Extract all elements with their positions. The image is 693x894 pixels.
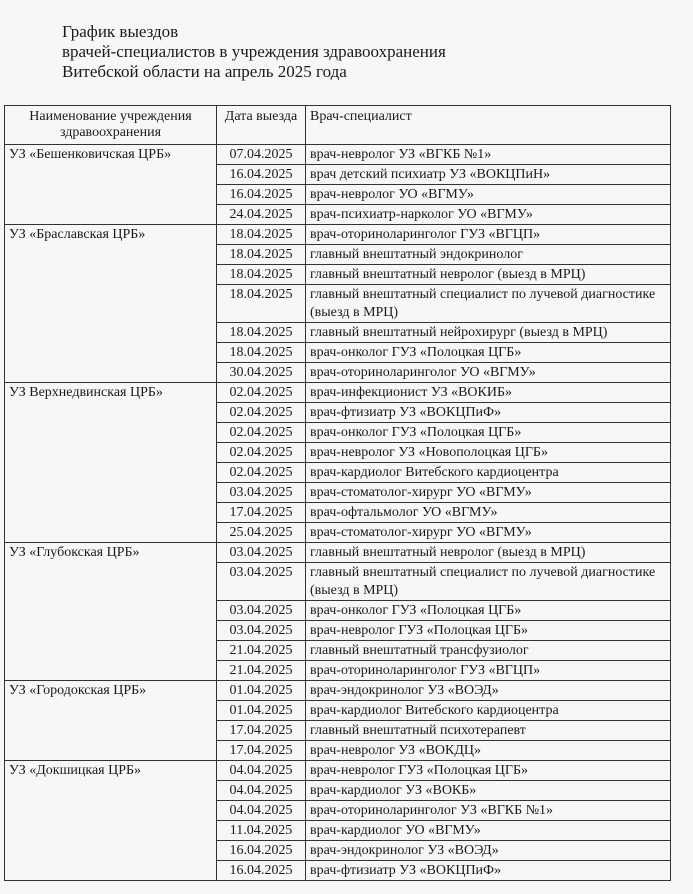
specialist-cell: врач-оториноларинголог ГУЗ «ВГЦП» xyxy=(306,661,671,681)
specialist-cell: главный внештатный специалист по лучевой диагностике (выезд в МРЦ) xyxy=(306,563,671,601)
date-cell: 01.04.2025 xyxy=(217,681,306,701)
table-row xyxy=(5,145,671,165)
date-cell: 02.04.2025 xyxy=(217,383,306,403)
date-cell: 25.04.2025 xyxy=(217,523,306,543)
date-cell: 04.04.2025 xyxy=(217,781,306,801)
institution-cell: УЗ «Городокская ЦРБ» xyxy=(5,681,217,761)
date-cell: 16.04.2025 xyxy=(217,165,306,185)
specialist-cell: врач-офтальмолог УО «ВГМУ» xyxy=(306,503,671,523)
specialist-cell: врач-стоматолог-хирург УО «ВГМУ» xyxy=(306,483,671,503)
specialist-cell: врач-кардиолог УО «ВГМУ» xyxy=(306,821,671,841)
header-institution: Наименование учреждения здравоохранения xyxy=(5,106,217,145)
specialist-cell: главный внештатный невролог (выезд в МРЦ) xyxy=(306,265,671,285)
date-cell: 16.04.2025 xyxy=(217,185,306,205)
date-cell: 04.04.2025 xyxy=(217,761,306,781)
table-row xyxy=(5,225,671,245)
specialist-cell: главный внештатный эндокринолог xyxy=(306,245,671,265)
specialist-cell: врач-фтизиатр УЗ «ВОКЦПиФ» xyxy=(306,403,671,423)
institution-cell: УЗ «Бешенковичская ЦРБ» xyxy=(5,145,217,225)
specialist-cell: врач-фтизиатр УЗ «ВОКЦПиФ» xyxy=(306,861,671,881)
specialist-cell: врач-эндокринолог УЗ «ВОЭД» xyxy=(306,841,671,861)
specialist-cell: главный внештатный психотерапевт xyxy=(306,721,671,741)
date-cell: 11.04.2025 xyxy=(217,821,306,841)
title-line-2: врачей-специалистов в учреждения здравоохранения xyxy=(62,42,446,61)
date-cell: 02.04.2025 xyxy=(217,403,306,423)
table-row xyxy=(5,761,671,781)
date-cell: 18.04.2025 xyxy=(217,225,306,245)
institution-cell: УЗ «Браславская ЦРБ» xyxy=(5,225,217,383)
specialist-cell: врач-оториноларинголог УО «ВГМУ» xyxy=(306,363,671,383)
date-cell: 16.04.2025 xyxy=(217,841,306,861)
institution-cell: УЗ «Докшицкая ЦРБ» xyxy=(5,761,217,881)
specialist-cell: главный внештатный специалист по лучевой диагностике (выезд в МРЦ) xyxy=(306,285,671,323)
specialist-cell: врач-онколог ГУЗ «Полоцкая ЦГБ» xyxy=(306,423,671,443)
specialist-cell: врач-кардиолог Витебского кардиоцентра xyxy=(306,701,671,721)
specialist-cell: врач-стоматолог-хирург УО «ВГМУ» xyxy=(306,523,671,543)
date-cell: 17.04.2025 xyxy=(217,741,306,761)
specialist-cell: врач-онколог ГУЗ «Полоцкая ЦГБ» xyxy=(306,601,671,621)
schedule-body xyxy=(5,145,671,881)
table-row xyxy=(5,681,671,701)
date-cell: 21.04.2025 xyxy=(217,661,306,681)
date-cell: 03.04.2025 xyxy=(217,543,306,563)
date-cell: 01.04.2025 xyxy=(217,701,306,721)
date-cell: 18.04.2025 xyxy=(217,245,306,265)
specialist-cell: главный внештатный невролог (выезд в МРЦ) xyxy=(306,543,671,563)
date-cell: 18.04.2025 xyxy=(217,343,306,363)
specialist-cell: врач-психиатр-нарколог УО «ВГМУ» xyxy=(306,205,671,225)
header-row xyxy=(5,106,671,145)
table-row xyxy=(5,543,671,563)
header-date: Дата выезда xyxy=(217,106,306,145)
specialist-cell: врач-невролог ГУЗ «Полоцкая ЦГБ» xyxy=(306,621,671,641)
specialist-cell: врач-инфекционист УЗ «ВОКИБ» xyxy=(306,383,671,403)
header-specialist: Врач-специалист xyxy=(306,106,671,145)
specialist-cell: врач детский психиатр УЗ «ВОКЦПиН» xyxy=(306,165,671,185)
specialist-cell: врач-кардиолог УЗ «ВОКБ» xyxy=(306,781,671,801)
specialist-cell: врач-оториноларинголог ГУЗ «ВГЦП» xyxy=(306,225,671,245)
date-cell: 03.04.2025 xyxy=(217,483,306,503)
date-cell: 21.04.2025 xyxy=(217,641,306,661)
specialist-cell: главный внештатный нейрохирург (выезд в МРЦ) xyxy=(306,323,671,343)
specialist-cell: врач-невролог УО «ВГМУ» xyxy=(306,185,671,205)
date-cell: 04.04.2025 xyxy=(217,801,306,821)
schedule-table xyxy=(4,105,671,881)
date-cell: 16.04.2025 xyxy=(217,861,306,881)
institution-cell: УЗ Верхнедвинская ЦРБ» xyxy=(5,383,217,543)
date-cell: 02.04.2025 xyxy=(217,423,306,443)
specialist-cell: врач-невролог УЗ «Новополоцкая ЦГБ» xyxy=(306,443,671,463)
date-cell: 30.04.2025 xyxy=(217,363,306,383)
specialist-cell: врач-невролог ГУЗ «Полоцкая ЦГБ» xyxy=(306,761,671,781)
date-cell: 18.04.2025 xyxy=(217,323,306,343)
specialist-cell: врач-кардиолог Витебского кардиоцентра xyxy=(306,463,671,483)
specialist-cell: врач-оториноларинголог УЗ «ВГКБ №1» xyxy=(306,801,671,821)
date-cell: 18.04.2025 xyxy=(217,285,306,323)
specialist-cell: главный внештатный трансфузиолог xyxy=(306,641,671,661)
specialist-cell: врач-эндокринолог УЗ «ВОЭД» xyxy=(306,681,671,701)
specialist-cell: врач-невролог УЗ «ВОКДЦ» xyxy=(306,741,671,761)
title-line-3: Витебской области на апрель 2025 года xyxy=(62,62,347,81)
date-cell: 02.04.2025 xyxy=(217,443,306,463)
table-row xyxy=(5,383,671,403)
date-cell: 18.04.2025 xyxy=(217,265,306,285)
date-cell: 03.04.2025 xyxy=(217,621,306,641)
date-cell: 02.04.2025 xyxy=(217,463,306,483)
specialist-cell: врач-онколог ГУЗ «Полоцкая ЦГБ» xyxy=(306,343,671,363)
document-title xyxy=(62,22,446,82)
date-cell: 07.04.2025 xyxy=(217,145,306,165)
specialist-cell: врач-невролог УЗ «ВГКБ №1» xyxy=(306,145,671,165)
date-cell: 17.04.2025 xyxy=(217,721,306,741)
date-cell: 03.04.2025 xyxy=(217,563,306,601)
date-cell: 17.04.2025 xyxy=(217,503,306,523)
title-line-1: График выездов xyxy=(62,22,179,41)
date-cell: 03.04.2025 xyxy=(217,601,306,621)
institution-cell: УЗ «Глубокская ЦРБ» xyxy=(5,543,217,681)
date-cell: 24.04.2025 xyxy=(217,205,306,225)
